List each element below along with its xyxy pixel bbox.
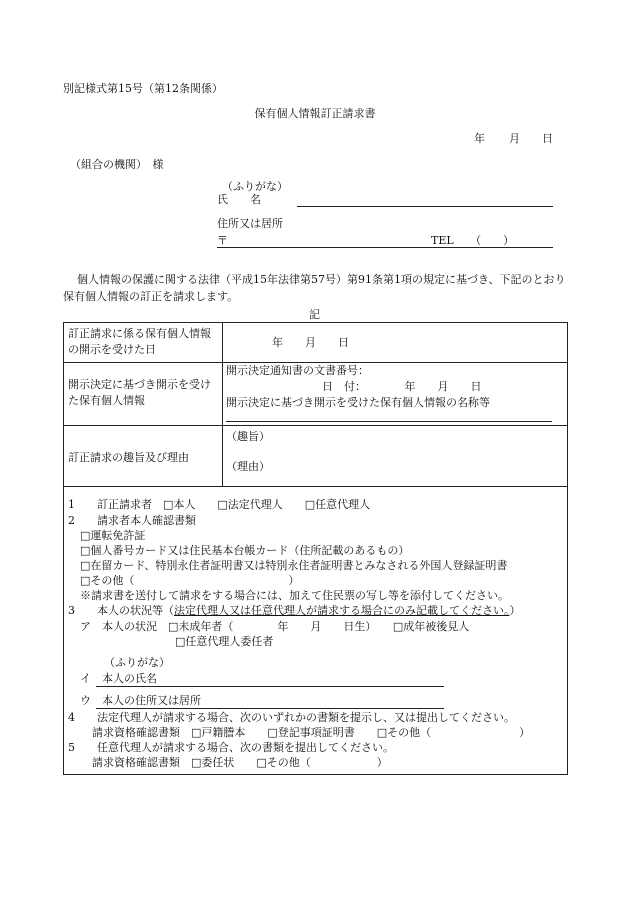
table-row-divider-2	[63, 425, 568, 426]
date-day-label: 日	[542, 132, 553, 145]
principal-address-label: ウ 本人の住所又は居所	[80, 694, 201, 707]
section-5-heading: 5 任意代理人が請求する場合、次の書類を提出してください。	[68, 741, 394, 754]
intro-line-2: 保有個人情報の訂正を請求します。	[63, 290, 239, 303]
form-number: 別記様式第15号（第12条関係）	[63, 82, 223, 95]
addressee: （組合の機関） 様	[70, 158, 164, 171]
disclosed-info-name-label: 開示決定に基づき開示を受けた保有個人情報の名称等	[226, 396, 490, 409]
row1-label: 訂正請求に係る保有個人情報の開示を受けた日	[68, 327, 211, 356]
section-3-heading	[68, 604, 521, 618]
applicant-address-field[interactable]	[217, 247, 553, 248]
section-4-heading: 4 法定代理人が請求する場合、次のいずれかの書類を提示し、又は提出してください。	[68, 711, 515, 724]
voluntary-agent-documents[interactable]: 請求資格確認書類 □委任状 □その他（ ）	[92, 756, 388, 769]
notice-number-label: 開示決定通知書の文書番号：	[226, 364, 369, 377]
section-3-prefix: 3 本人の状況等（	[68, 604, 174, 617]
disclosed-info-name-field[interactable]	[226, 421, 552, 422]
principal-delegator-checkbox[interactable]: □任意代理人委任者	[175, 635, 274, 648]
principal-name-field[interactable]	[96, 686, 444, 687]
legal-agent-documents[interactable]: 請求資格確認書類 □戸籍謄本 □登記事項証明書 □その他（ ）	[92, 726, 531, 739]
principal-status-row[interactable]: ア 本人の状況 □未成年者（ 年 月 日生） □成年被後見人	[80, 620, 470, 633]
id-residence-card-checkbox[interactable]: □在留カード、特別永住者証明書又は特別永住者証明書とみなされる外国人登録証明書	[80, 559, 508, 572]
reason-label: （理由）	[226, 460, 270, 473]
notice-date-label: 日 付： 年 月 日	[322, 380, 482, 393]
table-row-divider-3	[63, 486, 568, 487]
ki-label: 記	[309, 308, 320, 321]
section-2-note: ※請求書を送付して請求をする場合には、加えて住民票の写し等を添付してください。	[80, 589, 509, 602]
principal-furigana-label: （ふりがな）	[104, 656, 170, 669]
id-drivers-license-checkbox[interactable]: □運転免許証	[80, 529, 146, 542]
section-3-suffix: ）	[509, 604, 521, 617]
principal-address-field[interactable]	[96, 708, 444, 709]
section-3-condition: 法定代理人又は任意代理人が請求する場合にのみ記載してください。	[174, 604, 510, 617]
date-year-label: 年	[474, 132, 485, 145]
section-2-heading: 2 請求者本人確認書類	[68, 514, 196, 527]
postal-mark: 〒	[217, 234, 228, 247]
disclosure-date-field[interactable]: 年 月 日	[272, 336, 349, 349]
tel-label: TEL （ ）	[431, 234, 515, 247]
applicant-name-label: 氏 名	[217, 193, 261, 206]
table-row-divider-1	[63, 362, 568, 363]
row2-label: 開示決定に基づき開示を受けた保有個人情報	[68, 378, 211, 407]
row3-label: 訂正請求の趣旨及び理由	[68, 451, 189, 464]
purpose-label: （趣旨）	[226, 430, 270, 443]
section-1-requester[interactable]: 1 訂正請求者 □本人 □法定代理人 □任意代理人	[68, 498, 371, 511]
applicant-furigana-label: （ふりがな）	[222, 180, 288, 193]
form-title: 保有個人情報訂正請求書	[254, 107, 376, 120]
applicant-address-label: 住所又は居所	[217, 217, 283, 230]
id-mynumber-card-checkbox[interactable]: □個人番号カード又は住民基本台帳カード（住所記載のあるもの）	[80, 544, 410, 557]
id-other-checkbox[interactable]: □その他（ ）	[80, 574, 300, 587]
date-month-label: 月	[509, 132, 520, 145]
principal-name-label: イ 本人の氏名	[80, 672, 157, 685]
table-column-divider	[222, 322, 223, 486]
applicant-name-field[interactable]	[297, 206, 553, 207]
intro-line-1: 個人情報の保護に関する法律（平成15年法律第57号）第91条第1項の規定に基づき、下記のとおり	[77, 273, 566, 286]
